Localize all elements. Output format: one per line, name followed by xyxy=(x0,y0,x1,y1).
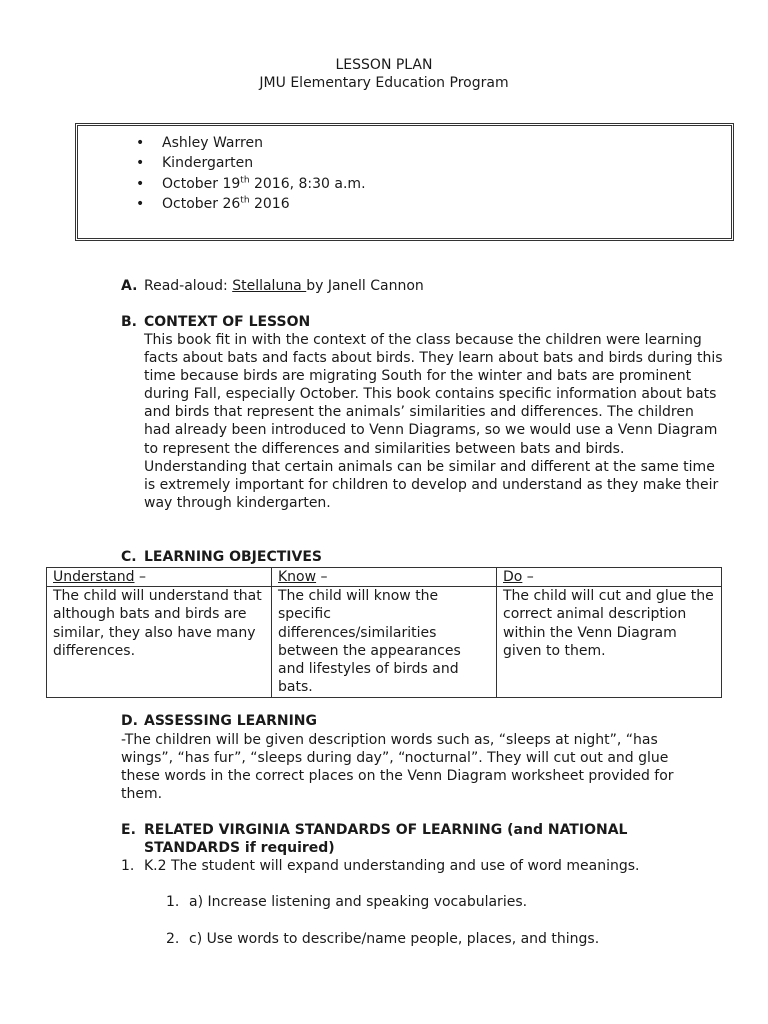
info-item-date-2 xyxy=(136,194,366,214)
sub-standard-number: 1. xyxy=(166,894,180,910)
book-title: Stellaluna xyxy=(232,278,307,294)
section-e-heading xyxy=(121,821,627,839)
standards-heading-line-1: RELATED VIRGINIA STANDARDS OF LEARNING (and NATIONAL xyxy=(144,822,628,838)
info-item-date-1 xyxy=(136,174,366,194)
section-c-heading xyxy=(121,548,322,566)
bullet-icon: • xyxy=(136,135,145,151)
objectives-body-row xyxy=(47,587,722,698)
objectives-table xyxy=(46,567,722,698)
standard-text: K.2 The student will expand understanding and use of word meanings. xyxy=(144,858,640,874)
teacher-name: Ashley Warren xyxy=(162,135,263,151)
standards-heading-line-2: STANDARDS if required) xyxy=(144,840,335,856)
book-author: by Janell Cannon xyxy=(306,278,424,294)
sub-standard-number: 2. xyxy=(166,931,180,947)
standard-item xyxy=(121,857,640,875)
objectives-header-cell: Understand – xyxy=(47,568,272,587)
section-a xyxy=(121,277,424,295)
sub-standard-text: a) Increase listening and speaking vocabularies. xyxy=(189,894,528,910)
info-item-grade xyxy=(136,153,366,173)
section-d-letter: D. xyxy=(121,713,138,729)
date-1: October 19th 2016, 8:30 a.m. xyxy=(162,174,366,192)
assessing-heading: ASSESSING LEARNING xyxy=(144,713,317,729)
context-heading: CONTEXT OF LESSON xyxy=(144,314,311,330)
standard-number: 1. xyxy=(121,858,135,874)
context-body: This book fit in with the context of the class because the children were learning facts about bats and facts about birds. They learn about bats and birds during this time because birds are migrating South for the winter and bats are prominent during Fall, especially October. This book contains specific information about bats and birds that represent the animals’ similarities and differences. The children had already been introduced to Venn Diagrams, so we would use a Venn Diagram to represent the differences and similarities between bats and birds. Understanding that certain animals can be similar and different at the same time is extremely important for children to develop and understand as they make their way through kindergarten. xyxy=(144,332,723,511)
objectives-heading: LEARNING OBJECTIVES xyxy=(144,549,322,565)
section-b-heading xyxy=(121,313,310,331)
objectives-cell: The child will know the specific differences/similarities between the appearances and lifestyles of birds and bats. xyxy=(272,587,497,698)
section-b-letter: B. xyxy=(121,314,137,330)
section-d-heading xyxy=(121,712,317,730)
objectives-cell: The child will understand that although bats and birds are similar, they also have many differences. xyxy=(47,587,272,698)
section-c-letter: C. xyxy=(121,549,137,565)
bullet-icon: • xyxy=(136,175,145,192)
document-subtitle: JMU Elementary Education Program xyxy=(259,75,509,91)
date-2: October 26th 2016 xyxy=(162,195,290,212)
objectives-header-cell: Do – xyxy=(497,568,722,587)
sub-standard-text: c) Use words to describe/name people, places, and things. xyxy=(189,931,600,947)
document-title: LESSON PLAN xyxy=(335,57,433,73)
section-a-letter: A. xyxy=(121,278,138,294)
section-e-letter: E. xyxy=(121,822,136,838)
info-list xyxy=(136,133,366,214)
grade-level: Kindergarten xyxy=(162,155,254,172)
read-aloud-prefix: Read-aloud: xyxy=(144,278,233,294)
sub-standard-item xyxy=(166,893,527,911)
assessing-body: -The children will be given description words such as, “sleeps at night”, “has wings”, “has fur”, “sleeps during day”, “nocturnal”. They will cut out and glue these words in the correct places on the Venn Diagram worksheet provided for them. xyxy=(121,732,674,803)
objectives-header-row xyxy=(47,568,722,587)
bullet-icon: • xyxy=(136,195,145,212)
sub-standard-item xyxy=(166,930,599,948)
info-box xyxy=(75,123,734,241)
objectives-header-cell: Know – xyxy=(272,568,497,587)
bullet-icon: • xyxy=(136,155,145,172)
objectives-cell: The child will cut and glue the correct animal description within the Venn Diagram given to them. xyxy=(497,587,722,698)
info-item-name xyxy=(136,133,366,153)
